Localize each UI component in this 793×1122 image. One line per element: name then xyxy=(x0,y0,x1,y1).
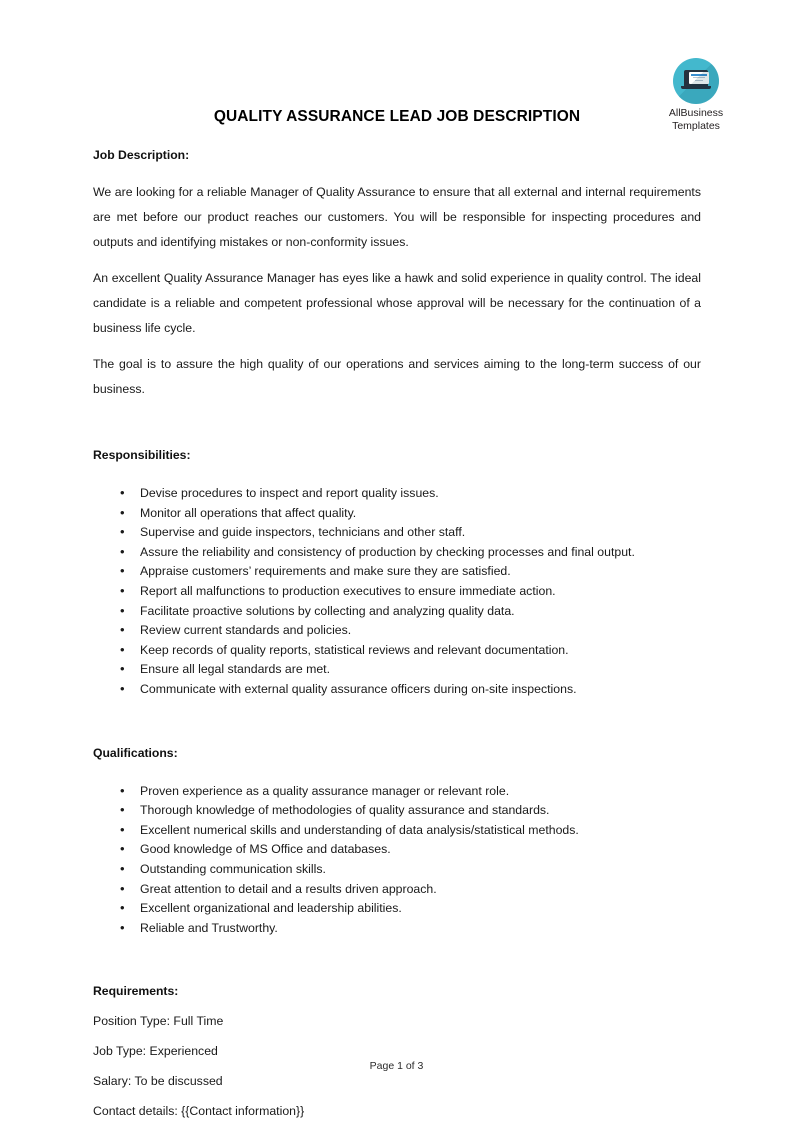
section-spacer xyxy=(93,700,701,746)
list-item: • Outstanding communication skills. xyxy=(93,860,701,880)
list-item: • Communicate with external quality assurance officers during on-site inspections. xyxy=(93,680,701,700)
list-item: • Keep records of quality reports, statistical reviews and relevant documentation. xyxy=(93,641,701,661)
list-item: • Excellent numerical skills and understanding of data analysis/statistical methods. xyxy=(93,821,701,841)
list-item: • Report all malfunctions to production executives to ensure immediate action. xyxy=(93,582,701,602)
logo-wordmark-line1: AllBusiness xyxy=(668,107,724,119)
logo-shadow xyxy=(673,58,719,104)
section-spacer xyxy=(93,402,701,448)
responsibilities-heading: Responsibilities: xyxy=(93,448,191,462)
job-description-heading: Job Description: xyxy=(93,148,190,162)
page-title: QUALITY ASSURANCE LEAD JOB DESCRIPTION xyxy=(213,108,581,125)
list-item: • Devise procedures to inspect and report quality issues. xyxy=(93,484,701,504)
list-item: • Appraise customers’ requirements and make sure they are satisfied. xyxy=(93,562,701,582)
list-item: • Proven experience as a quality assurance manager or relevant role. xyxy=(93,782,701,802)
list-item: • Reliable and Trustworthy. xyxy=(93,919,701,939)
requirement-position-type: Position Type: Full Time xyxy=(93,1014,224,1029)
list-item: • Thorough knowledge of methodologies of quality assurance and standards. xyxy=(93,801,701,821)
list-item: • Facilitate proactive solutions by collecting and analyzing quality data. xyxy=(93,602,701,622)
list-item: • Assure the reliability and consistency of production by checking processes and final output. xyxy=(93,543,701,563)
list-item: • Good knowledge of MS Office and databases. xyxy=(93,840,701,860)
list-item: • Supervise and guide inspectors, technicians and other staff. xyxy=(93,523,701,543)
job-description-paragraph: We are looking for a reliable Manager of Quality Assurance to ensure that all external and internal requirements are met before our product reaches our customers. You will be responsible for inspecting procedures and outputs and identifying mistakes or non-conformity issues. xyxy=(93,185,701,249)
logo-wordmark-line2: Templates xyxy=(672,119,720,132)
page-footer: Page 1 of 3 xyxy=(369,1060,424,1072)
requirement-contact-details: Contact details: {{Contact information}} xyxy=(93,1104,305,1119)
requirements-heading: Requirements: xyxy=(93,984,179,999)
qualifications-heading: Qualifications: xyxy=(93,745,178,760)
logo-circle xyxy=(673,58,719,104)
document-body xyxy=(93,108,701,1120)
job-description-paragraph: An excellent Quality Assurance Manager has eyes like a hawk and solid experience in quality control. The ideal candidate is a reliable and competent professional whose approval will be necessary for the continuation of a business life cycle. xyxy=(93,271,701,335)
responsibilities-list xyxy=(93,484,701,700)
requirement-salary: Salary: To be discussed xyxy=(93,1074,223,1089)
list-item: • Review current standards and policies. xyxy=(93,621,701,641)
requirement-job-type: Job Type: Experienced xyxy=(93,1044,218,1059)
list-spacer xyxy=(93,998,701,1012)
list-spacer xyxy=(93,462,701,484)
list-item: • Monitor all operations that affect quality. xyxy=(93,504,701,524)
job-description-paragraph: The goal is to assure the high quality of our operations and services aiming to the long-term success of our business. xyxy=(93,357,701,396)
qualifications-list xyxy=(93,782,701,939)
list-item: • Excellent organizational and leadership abilities. xyxy=(93,899,701,919)
section-spacer xyxy=(93,938,701,984)
list-item: • Great attention to detail and a results driven approach. xyxy=(93,880,701,900)
list-item: • Ensure all legal standards are met. xyxy=(93,660,701,680)
list-spacer xyxy=(93,760,701,782)
